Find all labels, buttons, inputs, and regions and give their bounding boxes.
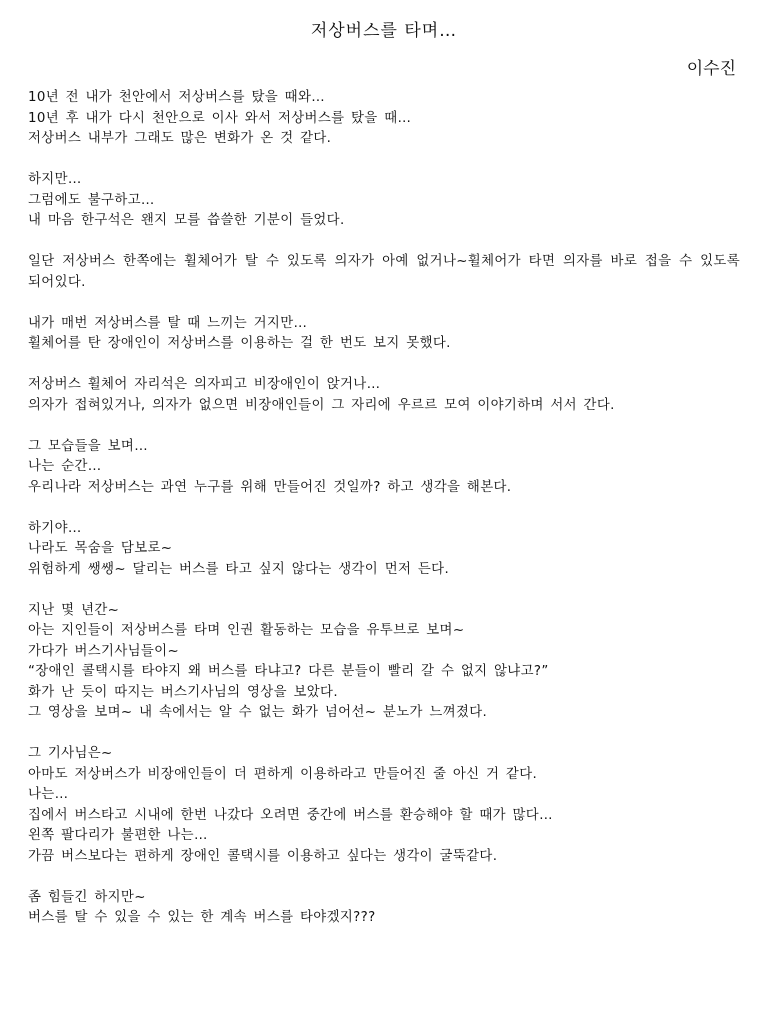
document-title: 저상버스를 타며… [310,21,458,41]
document-body [28,88,747,929]
text-line: 위험하게 쌩쌩~ 달리는 버스를 타고 싶지 않다는 생각이 먼저 든다. [28,561,450,577]
text-line: 내가 매번 저상버스를 탈 때 느끼는 거지만… [28,315,308,331]
text-line: 왼쪽 팔다리가 불편한 나는… [28,828,208,843]
paragraph [28,744,740,867]
text-line: 하기야… [28,520,82,536]
text-line: 우리나라 저상버스는 과연 누구를 위해 만들어진 것일까? 하고 생각을 해본다. [28,479,512,495]
text-line: 일단 저상버스 한쪽에는 휠체어가 탈 수 있도록 의자가 아예 없거나~휠체어가 타면 의자를 바로 접을 수 있도록 되어있다. [28,254,747,290]
paragraph [28,519,740,581]
text-line: 아는 지인들이 저상버스를 타며 인권 활동하는 모습을 유투브로 보며~ [28,623,465,638]
paragraph [28,314,740,355]
paragraph [28,601,740,724]
text-line: 그 영상을 보며~ 내 속에서는 알 수 없는 화가 넘어선~ 분노가 느껴졌다. [28,705,488,720]
text-line: “장애인 콜택시를 타야지 왜 버스를 타냐고? 다른 분들이 빨리 갈 수 없지 않냐고?” [28,664,549,679]
text-line: 그럼에도 불구하고… [28,192,155,208]
text-line: 10년 후 내가 다시 천안으로 이사 와서 저상버스를 탔을 때… [28,110,412,126]
text-line: 그 기사님은~ [28,746,113,761]
text-line: 의자가 접혀있거나, 의자가 없으면 비장애인들이 그 자리에 우르르 모여 이야기하며 서서 간다. [28,397,615,413]
text-line: 버스를 탈 수 있을 수 있는 한 계속 버스를 타야겠지??? [28,910,376,925]
paragraph [28,888,740,929]
author-name: 이수진 [686,59,736,79]
text-line: 집에서 버스타고 시내에 한번 나갔다 오려면 중간에 버스를 환승해야 할 때가 많다… [28,807,553,823]
text-line: 내 마음 한구석은 왠지 모를 씁쓸한 기분이 들었다. [28,213,345,228]
text-line: 지난 몇 년간~ [28,602,120,618]
text-line: 아마도 저상버스가 비장애인들이 더 편하게 이용하라고 만들어진 줄 아신 거 같다. [28,766,538,782]
text-line: 저상버스 휠체어 자리석은 의자피고 비장애인이 앉거나… [28,377,381,392]
paragraph [28,375,740,416]
paragraph [28,252,747,293]
text-line: 나는 순간… [28,459,102,474]
text-line: 저상버스 내부가 그래도 많은 변화가 온 것 같다. [28,131,332,146]
text-line: 10년 전 내가 천안에서 저상버스를 탔을 때와… [28,90,325,105]
paragraph [28,170,740,232]
text-line: 가다가 버스기사님들이~ [28,643,180,659]
text-line: 나라도 목숨을 담보로~ [28,541,173,556]
paragraph [28,88,740,150]
text-line: 나는… [28,787,69,802]
text-line: 하지만… [28,172,82,187]
text-line: 그 모습들을 보며… [28,438,148,454]
text-line: 가끔 버스보다는 편하게 장애인 콜택시를 이용하고 싶다는 생각이 굴뚝같다. [28,848,498,864]
paragraph [28,437,740,499]
text-line: 좀 힘들긴 하지만~ [28,889,146,905]
text-line: 화가 난 듯이 따지는 버스기사님의 영상을 보았다. [28,684,338,700]
text-line: 휠체어를 탄 장애인이 저상버스를 이용하는 걸 한 번도 보지 못했다. [28,336,451,351]
